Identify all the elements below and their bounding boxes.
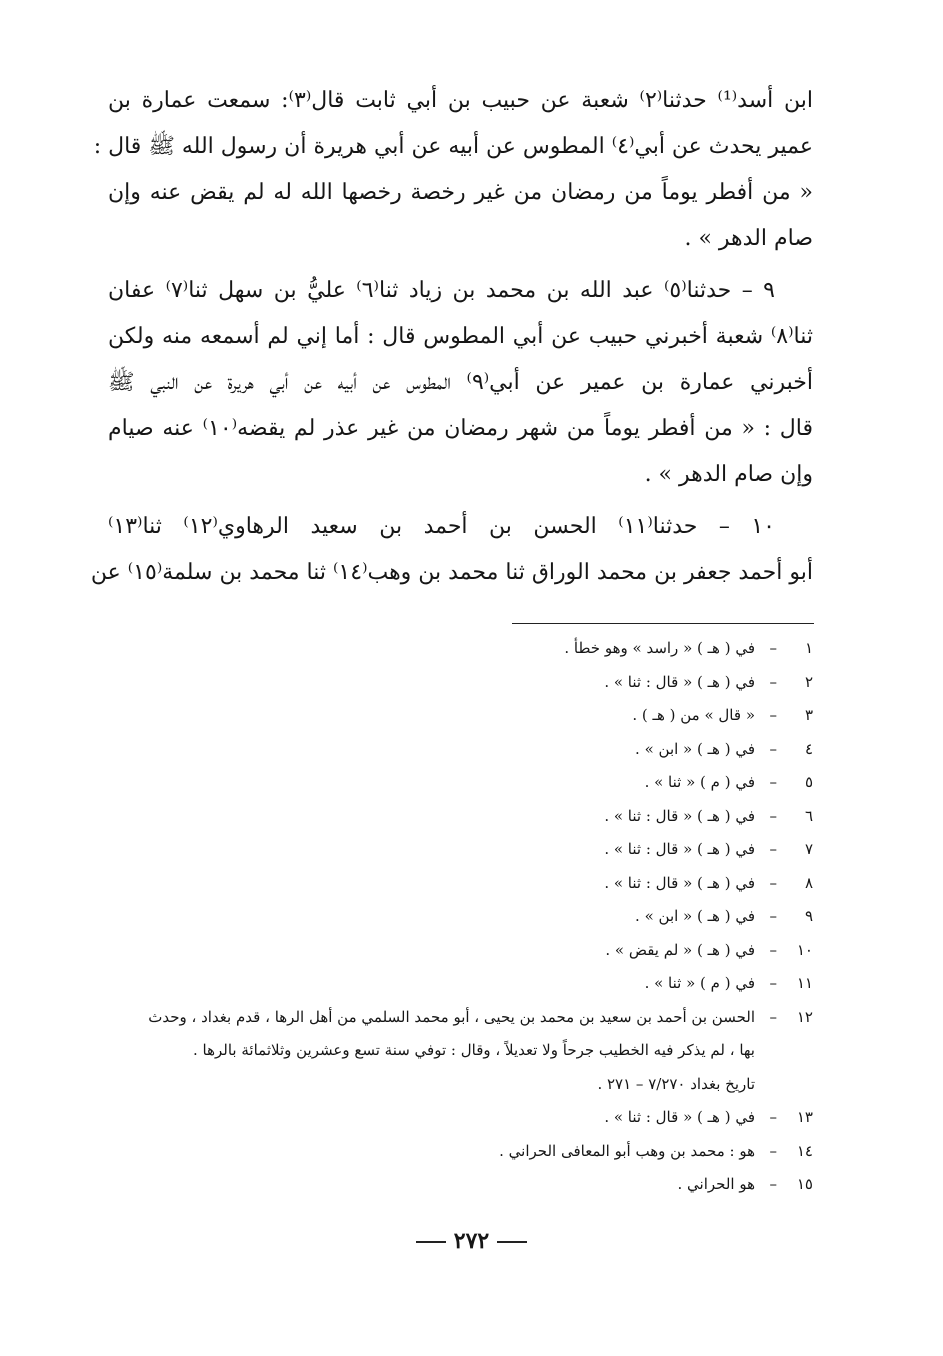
footnote-dash: – xyxy=(769,873,777,892)
page-number-value: ٢٧٢ xyxy=(453,1228,490,1254)
footnote-text: في ( هـ ) « راسد » وهو خطأ . xyxy=(564,639,755,657)
footnote-text: هو : محمد بن وهب أبو المعافى الحراني . xyxy=(499,1141,755,1160)
page-number-bar xyxy=(497,1241,527,1243)
footnote-dash: – xyxy=(769,1007,777,1026)
text-line: ٩ – حدثنا⁽٥⁾ عبد الله بن محمد بن زياد ثنا⁽٦⁾ عليُّ بن سهل ثنا⁽٧⁾ عفان xyxy=(108,278,775,303)
text-line: أخبرني عمارة بن عمير عن أبي⁽٩⁾ المطوس عن أبيه عن أبي هريرة عن النبي ﷺ xyxy=(108,370,813,395)
footnote xyxy=(108,766,813,800)
footnote-dash: – xyxy=(769,940,777,959)
footnote xyxy=(108,666,813,700)
footnote-dash: – xyxy=(769,840,777,858)
footnote-dash: – xyxy=(769,773,777,791)
footnote-dash: – xyxy=(769,672,777,691)
footnote xyxy=(108,1001,813,1102)
text-line: وإن صام الدهر » . xyxy=(644,462,813,487)
footnote xyxy=(108,800,813,834)
footnote-text: الحسن بن أحمد بن سعيد بن محمد بن يحيى ، أبو محمد السلمي من أهل الرها ، قدم بغداد ، وحدث xyxy=(148,1007,755,1026)
footnotes xyxy=(108,632,813,1202)
text-line: ١٠ – حدثنا⁽١١⁾ الحسن بن أحمد بن سعيد الرهاوي⁽١٢⁾ ثنا⁽١٣⁾ xyxy=(108,514,775,539)
footnote-dash: – xyxy=(769,739,777,758)
footnote-dash: – xyxy=(769,1108,777,1126)
footnote xyxy=(108,867,813,901)
footnote xyxy=(108,733,813,767)
footnote-number: ٢ xyxy=(804,672,813,691)
footnote xyxy=(108,699,813,733)
footnote-number: ٩ xyxy=(804,907,813,925)
footnote-text: هو الحراني . xyxy=(677,1175,755,1193)
footnote-text: في ( هـ ) « لم يقض » . xyxy=(605,940,755,959)
footnote-dash: – xyxy=(769,1141,777,1160)
footnote-separator xyxy=(512,623,814,624)
main-text xyxy=(90,78,813,596)
page-number xyxy=(0,1228,943,1254)
footnote-dash: – xyxy=(769,706,777,724)
footnote-number: ١٥ xyxy=(796,1175,813,1193)
footnote xyxy=(108,1168,813,1202)
footnote-text: تاريخ بغداد ٧/٢٧٠ – ٢٧١ . xyxy=(597,1074,755,1093)
text-line: ابن أسد⁽¹⁾ حدثنا⁽٢⁾ شعبة عن حبيب بن أبي ثابت قال⁽٣⁾: سمعت عمارة بن xyxy=(108,88,813,113)
footnote-number: ٣ xyxy=(804,706,813,724)
footnote-dash: – xyxy=(769,974,777,992)
footnote-dash: – xyxy=(769,806,777,825)
text-line: « من أفطر يوماً من رمضان من غير رخصة رخصها الله له لم يقض عنه وإن xyxy=(108,180,813,205)
footnote-dash: – xyxy=(769,907,777,925)
footnote-text: في ( هـ ) « قال : ثنا » . xyxy=(604,672,755,691)
footnote-number: ٨ xyxy=(804,873,813,892)
footnote xyxy=(108,632,813,666)
footnote-text: « قال » من ( هـ ) . xyxy=(632,706,755,724)
footnote-number: ١٣ xyxy=(796,1108,813,1126)
footnote xyxy=(108,934,813,968)
footnote xyxy=(108,1135,813,1169)
footnote-text: في ( هـ ) « ابن » . xyxy=(635,907,755,925)
footnote-number: ١ xyxy=(804,639,813,657)
footnote-text: في ( هـ ) « قال : ثنا » . xyxy=(604,873,755,892)
footnote xyxy=(108,1101,813,1135)
footnote-number: ٦ xyxy=(804,806,813,825)
footnote-dash: – xyxy=(769,639,777,657)
text-line: عمير يحدث عن أبي⁽٤⁾ المطوس عن أبيه عن أبي هريرة أن رسول الله ﷺ قال : xyxy=(93,134,813,159)
footnote-number: ٥ xyxy=(804,773,813,791)
text-line: أبو أحمد جعفر بن محمد الوراق ثنا محمد بن وهب⁽١٤⁾ ثنا محمد بن سلمة⁽١٥⁾ عن xyxy=(90,560,813,585)
footnote-number: ٧ xyxy=(804,840,813,858)
footnote-text: في ( م ) « ثنا » . xyxy=(644,974,755,992)
footnote-text: في ( هـ ) « ابن » . xyxy=(635,739,755,758)
footnote-text: في ( م ) « ثنا » . xyxy=(644,773,755,791)
text-line: صام الدهر » . xyxy=(684,226,813,251)
footnote-dash: – xyxy=(769,1175,777,1193)
text-line: قال : « من أفطر يوماً من شهر رمضان من غير عذر لم يقضه⁽١٠⁾ عنه صيام xyxy=(108,416,813,441)
footnote-text: في ( هـ ) « قال : ثنا » . xyxy=(604,806,755,825)
footnote-number: ١٠ xyxy=(796,940,813,959)
text-line: ثنا⁽٨⁾ شعبة أخبرني حبيب عن أبي المطوس قال : أما إني لم أسمعه منه ولكن xyxy=(108,324,813,349)
footnote xyxy=(108,833,813,867)
footnote xyxy=(108,967,813,1001)
footnote-text: في ( هـ ) « قال : ثنا » . xyxy=(604,1108,755,1126)
footnote-text: بها ، لم يذكر فيه الخطيب جرحاً ولا تعديلاً ، وقال : توفي سنة تسع وعشرين وثلاثمائة بالرها . xyxy=(192,1041,755,1059)
footnote-number: ١١ xyxy=(796,974,813,992)
footnote-number: ٤ xyxy=(804,739,813,758)
footnote-number: ١٤ xyxy=(796,1141,813,1160)
footnote-number: ١٢ xyxy=(796,1007,813,1026)
footnote-text: في ( هـ ) « قال : ثنا » . xyxy=(604,840,755,858)
footnote xyxy=(108,900,813,934)
page-number-bar xyxy=(416,1241,446,1243)
